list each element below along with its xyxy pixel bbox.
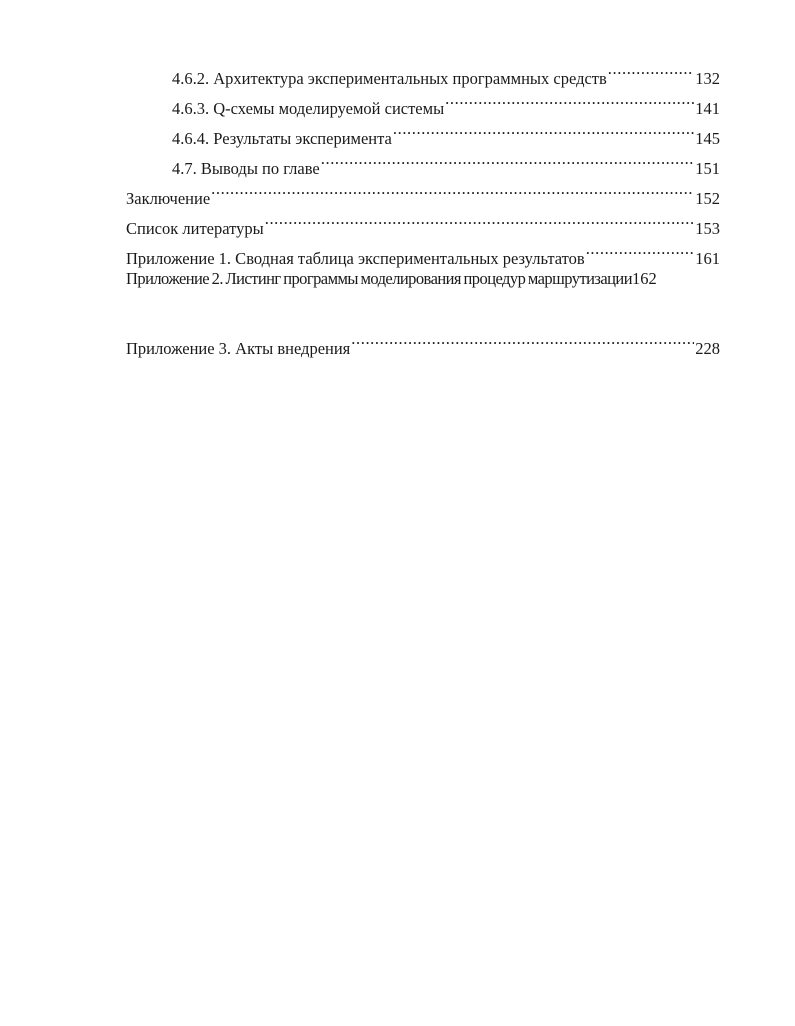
toc-entry-page: 132 — [695, 69, 720, 88]
toc-dot-leader — [393, 114, 694, 144]
toc-entry-title: Список литературы — [126, 219, 264, 238]
toc-entry-page: 141 — [695, 99, 720, 118]
toc-entry — [126, 324, 720, 358]
toc-entry-page: 153 — [695, 219, 720, 238]
toc-entry-title: Приложение 3. Акты внедрения — [126, 339, 351, 358]
toc-dot-leader — [211, 174, 694, 204]
toc-entry — [126, 174, 720, 208]
toc-entry-page: 145 — [695, 129, 720, 148]
toc-dot-leader — [321, 144, 695, 174]
toc-entry-page: 152 — [695, 189, 720, 208]
toc-dot-leader — [608, 54, 694, 84]
toc-entry-page: 162 — [631, 269, 657, 288]
toc-entry — [126, 54, 720, 88]
toc-entry-title: 4.7. Выводы по главе — [172, 159, 320, 178]
toc-dot-leader — [445, 84, 694, 114]
toc-dot-leader — [586, 234, 695, 264]
toc-entry-page: 151 — [695, 159, 720, 178]
toc-entry-title: Заключение — [126, 189, 211, 208]
toc-entry-title: Приложение 1. Сводная таблица экспериментальных результатов — [126, 249, 585, 268]
toc-entry — [126, 264, 720, 294]
toc-entry-page: 228 — [695, 339, 720, 358]
toc-entry-title: Приложение 2. Листинг программы моделирования процедур маршрутизации — [126, 269, 632, 288]
toc-entry-page: 161 — [695, 249, 720, 268]
toc-dot-leader — [351, 324, 694, 354]
toc-entry-title: 4.6.4. Результаты эксперимента — [172, 129, 392, 148]
toc-dot-leader — [265, 204, 695, 234]
toc-entry — [126, 204, 720, 238]
toc-entry-title: 4.6.3. Q-схемы моделируемой системы — [172, 99, 445, 118]
toc-entry-title: 4.6.2. Архитектура экспериментальных программных средств — [172, 69, 607, 88]
table-of-contents — [126, 54, 720, 358]
